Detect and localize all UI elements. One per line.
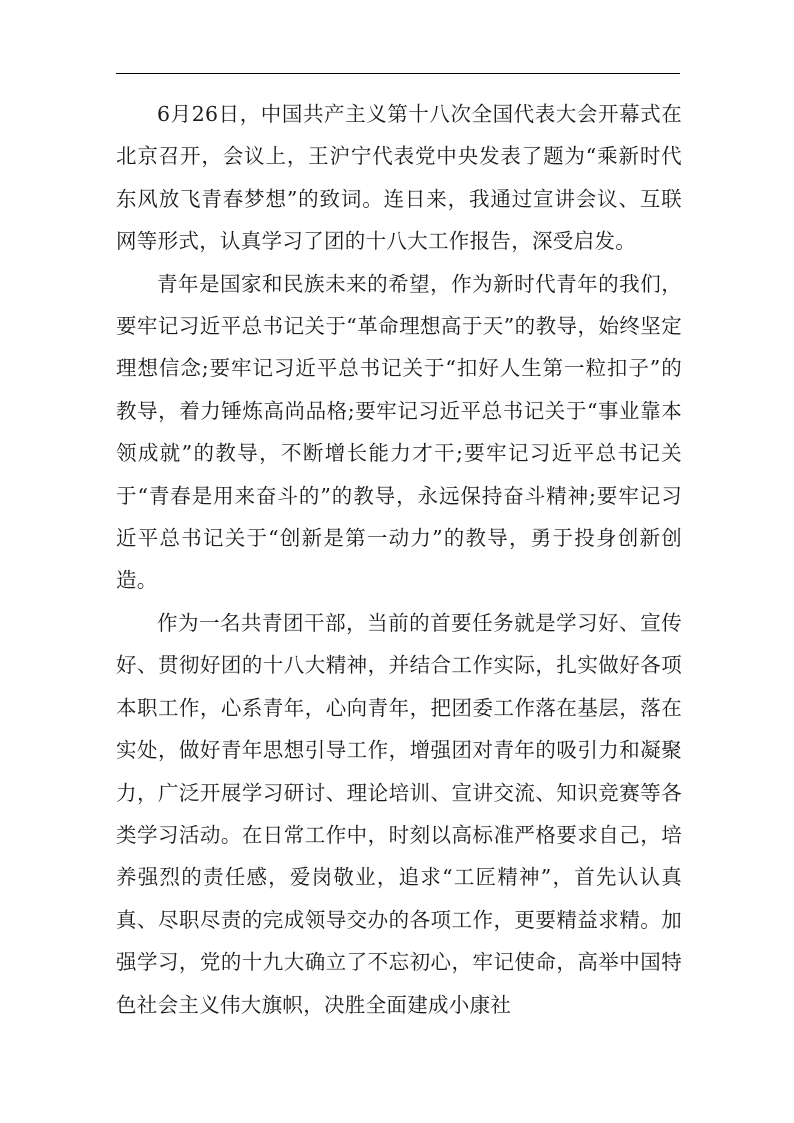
header-rule [116,73,680,74]
paragraph-3: 作为一名共青团干部，当前的首要任务就是学习好、宣传好、贯彻好团的十八大精神，并结合工作实际，扎实做好各项本职工作，心系青年，心向青年，把团委工作落在基层，落在实处，做好青年思想引导工作，增强团对青年的吸引力和凝聚力，广泛开展学习研讨、理论培训、宣讲交流、知识竞赛等各类学习活动。在日常工作中，时刻以高标准严格要求自己，培养强烈的责任感，爱岗敬业，追求“工匠精神”，首先认认真真、尽职尽责的完成领导交办的各项工作，更要精益求精。加强学习，党的十九大确立了不忘初心，牢记使命，高举中国特色社会主义伟大旗帜，决胜全面建成小康社 [116,610,682,1017]
document-body [116,93,682,1026]
paragraph-2: 青年是国家和民族未来的希望，作为新时代青年的我们，要牢记习近平总书记关于“革命理想高于天”的教导，始终坚定理想信念;要牢记习近平总书记关于“扣好人生第一粒扣子”的教导，着力锤炼高尚品格;要牢记习近平总书记关于“事业靠本领成就”的教导，不断增长能力才干;要牢记习近平总书记关于“青春是用来奋斗的”的教导，永远保持奋斗精神;要牢记习近平总书记关于“创新是第一动力”的教导，勇于投身创新创造。 [116,271,682,593]
paragraph-1: 6月26日，中国共产主义第十八次全国代表大会开幕式在北京召开，会议上，王沪宁代表党中央发表了题为“乘新时代东风放飞青春梦想”的致词。连日来，我通过宣讲会议、互联网等形式，认真学习了团的十八大工作报告，深受启发。 [116,102,682,254]
